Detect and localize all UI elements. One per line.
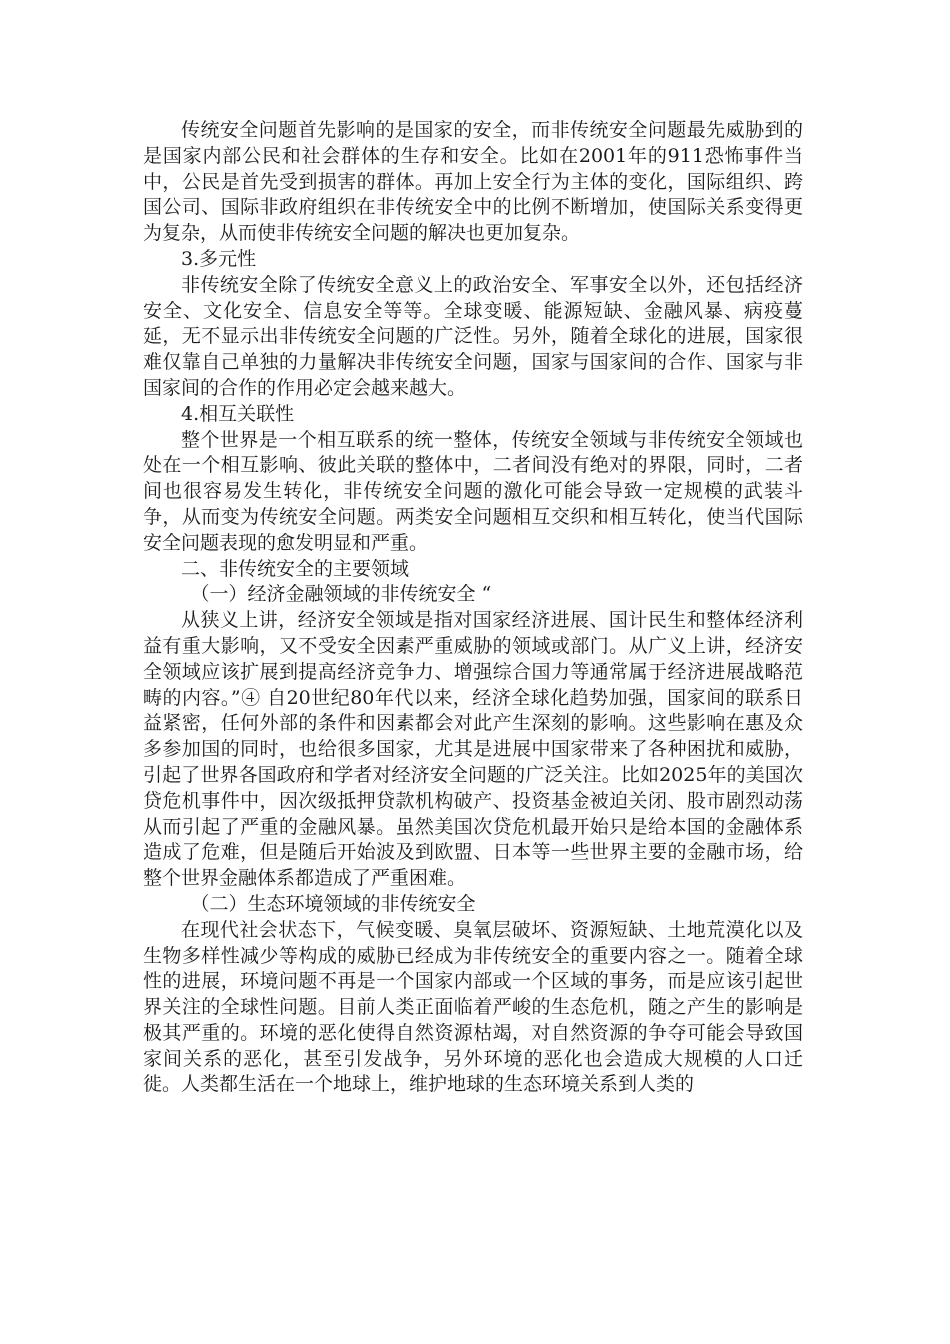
section-heading: 二、非传统安全的主要领域 <box>181 557 410 580</box>
section-heading: 3.多元性 <box>181 247 257 270</box>
section-heading: 4.相互关联性 <box>181 402 295 425</box>
paragraph: 传统安全问题首先影响的是国家的安全，而非传统安全问题最先威胁到的是国家内部公民和社会群体的生存和安全。比如在2001年的911恐怖事件当中，公民是首先受到损害的群体。再加上安全行为主体的变化，国际组织、跨国公司、国际非政府组织在非传统安全中的比例不断增加，使国际关系变得更为复杂，从而使非传统安全问题的解决也更加复杂。 <box>143 119 803 245</box>
subsection-heading: （二）生态环境领域的非传统安全 <box>190 892 476 915</box>
subsection-heading: （一）经济金融领域的非传统安全 “ <box>190 583 492 606</box>
document-body <box>143 118 803 1098</box>
paragraph: 非传统安全除了传统安全意义上的政治安全、军事安全以外，还包括经济安全、文化安全、信息安全等等。全球变暖、能源短缺、金融风暴、病疫蔓延，无不显示出非传统安全问题的广泛性。另外，随着全球化的进展，国家很难仅靠自己单独的力量解决非传统安全问题，国家与国家间的合作、国家与非国家间的合作的作用必定会越来越大。 <box>143 273 803 399</box>
paragraph: 整个世界是一个相互联系的统一整体，传统安全领域与非传统安全领域也处在一个相互影响、彼此关联的整体中，二者间没有绝对的界限，同时，二者间也很容易发生转化，非传统安全问题的激化可能会导致一定规模的武装斗争，从而变为传统安全问题。两类安全问题相互交织和相互转化，使当代国际安全问题表现的愈发明显和严重。 <box>143 428 803 554</box>
paragraph: 从狭义上讲，经济安全领域是指对国家经济进展、国计民生和整体经济利益有重大影响，又不受安全因素严重威胁的领域或部门。从广义上讲，经济安全领域应该扩展到提高经济竞争力、增强综合国力等通常属于经济进展战略范畴的内容。”④ 自20世纪80年代以来，经济全球化趋势加强，国家间的联系日益紧密，任何外部的条件和因素都会对此产生深刻的影响。这些影响在惠及众多参加国的同时，也给很多国家，尤其是进展中国家带来了各种困扰和威胁，引起了世界各国政府和学者对经济安全问题的广泛关注。比如2025年的美国次贷危机事件中，因次级抵押贷款机构破产、投资基金被迫关闭、股市剧烈动荡从而引起了严重的金融风暴。虽然美国次贷危机最开始只是给本国的金融体系造成了危难，但是随后开始波及到欧盟、日本等一些世界主要的金融市场，给整个世界金融体系都造成了严重困难。 <box>143 609 803 890</box>
paragraph: 在现代社会状态下，气候变暖、臭氧层破坏、资源短缺、土地荒漠化以及生物多样性减少等构成的威胁已经成为非传统安全的重要内容之一。随着全球性的进展，环境问题不再是一个国家内部或一个区域的事务，而是应该引起世界关注的全球性问题。目前人类正面临着严峻的生态危机，随之产生的影响是极其严重的。环境的恶化使得自然资源枯竭，对自然资源的争夺可能会导致国家间关系的恶化，甚至引发战争，另外环境的恶化也会造成大规模的人口迁徙。人类都生活在一个地球上，维护地球的生态环境关系到人类的 <box>143 918 803 1096</box>
